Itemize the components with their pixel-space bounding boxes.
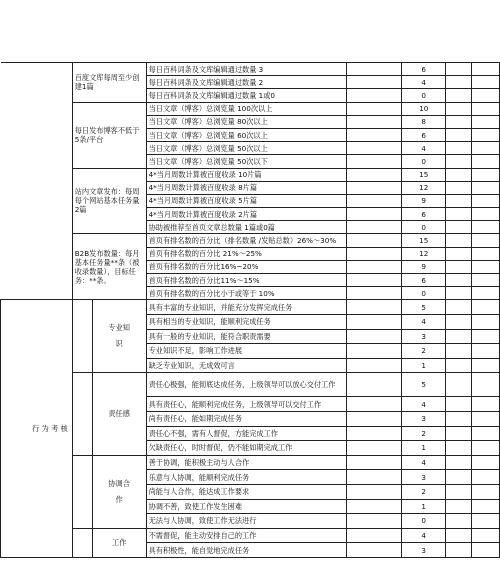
table-row xyxy=(1,455,500,470)
blank-cell xyxy=(346,455,402,470)
rating-cell xyxy=(446,344,472,359)
group-cell xyxy=(92,528,146,557)
criterion-cell: 每日百科词条及文库编辑通过数量 3 xyxy=(146,63,346,76)
blank-cell xyxy=(346,89,402,102)
blank-cell xyxy=(346,397,402,412)
score-cell: 3 xyxy=(402,411,446,426)
blank-cell xyxy=(346,499,402,514)
blank-cell xyxy=(346,426,402,441)
rating-cell xyxy=(446,499,472,514)
score-cell: 0 xyxy=(402,89,446,102)
blank-cell xyxy=(346,76,402,89)
table-row xyxy=(1,528,500,543)
rating-cell xyxy=(446,373,472,397)
blank-cell xyxy=(346,181,402,194)
blank-cell xyxy=(346,344,402,359)
rating-cell xyxy=(446,470,472,485)
category-label: B2B发布数量：每月基本任务量**条（被收录数量），目标任务：**条。 xyxy=(74,248,140,285)
rating-cell xyxy=(472,543,500,558)
rating-cell xyxy=(472,484,500,499)
rating-cell xyxy=(472,128,500,141)
section-label-cell xyxy=(1,300,73,558)
rating-cell xyxy=(472,260,500,273)
blank-cell xyxy=(346,221,402,234)
score-cell: 6 xyxy=(402,63,446,76)
group-cell xyxy=(92,373,146,455)
criterion-cell: 欠缺责任心，时时督促，仍不能如期完成工作 xyxy=(146,441,346,456)
rating-cell xyxy=(472,274,500,287)
score-cell: 6 xyxy=(402,274,446,287)
score-cell: 4 xyxy=(402,397,446,412)
criterion-cell: 当日文章（博客）总浏览量 100次以上 xyxy=(146,102,346,115)
blank-cell xyxy=(346,528,402,543)
rating-cell xyxy=(446,484,472,499)
score-cell: 0 xyxy=(402,514,446,529)
rating-cell xyxy=(472,194,500,207)
rating-cell xyxy=(446,128,472,141)
criterion-cell: 当日文章（博客）总浏览量 50次以上 xyxy=(146,142,346,155)
criterion-cell: 协调不善，致使工作发生困难 xyxy=(146,499,346,514)
blank-cell xyxy=(346,247,402,260)
rating-cell xyxy=(472,411,500,426)
criterion-cell: 每日百科词条及文库编辑通过数量 2 xyxy=(146,76,346,89)
criterion-cell: 首页有排名数的百分比小于或等于 10% xyxy=(146,287,346,300)
score-cell: 4 xyxy=(402,314,446,329)
rating-cell xyxy=(472,208,500,221)
table-row xyxy=(1,234,500,247)
rating-cell xyxy=(446,274,472,287)
rating-cell xyxy=(446,168,472,181)
table-row xyxy=(1,300,500,315)
rating-cell xyxy=(446,155,472,168)
rating-cell xyxy=(472,441,500,456)
blank-cell xyxy=(346,128,402,141)
group-cell xyxy=(92,300,146,373)
table-row xyxy=(1,102,500,115)
rating-cell xyxy=(446,76,472,89)
blank-cell xyxy=(346,300,402,315)
rating-cell xyxy=(472,397,500,412)
category-label: 每日发布博客不低于5条/平台 xyxy=(74,126,140,145)
score-cell: 4 xyxy=(402,455,446,470)
score-cell: 10 xyxy=(402,102,446,115)
criterion-cell: 具有相当的专业知识，能顺利完成任务 xyxy=(146,314,346,329)
table-row xyxy=(1,168,500,181)
rating-cell xyxy=(446,528,472,543)
rating-cell xyxy=(446,455,472,470)
rating-cell xyxy=(472,115,500,128)
blank-cell xyxy=(346,102,402,115)
blank-cell xyxy=(346,260,402,273)
blank-cell xyxy=(346,314,402,329)
score-cell: 9 xyxy=(402,260,446,273)
criterion-cell: 责任心不强，需有人督促，方能完成工作 xyxy=(146,426,346,441)
rating-cell xyxy=(446,358,472,373)
section-label: 行 为 考 核 xyxy=(32,424,68,434)
blank-cell xyxy=(346,234,402,247)
criterion-cell: 首页有排名数的百分比11%～15% xyxy=(146,274,346,287)
score-cell: 5 xyxy=(402,373,446,397)
score-cell: 12 xyxy=(402,247,446,260)
group-cell xyxy=(92,455,146,528)
score-cell: 3 xyxy=(402,470,446,485)
rating-cell xyxy=(446,397,472,412)
blank-cell xyxy=(72,300,92,373)
rating-cell xyxy=(446,234,472,247)
criterion-cell: 每日百科词条及文库编辑通过数量 1或0 xyxy=(146,89,346,102)
rating-cell xyxy=(446,514,472,529)
score-cell: 6 xyxy=(402,128,446,141)
criterion-cell: 尚有责任心，能如期完成任务 xyxy=(146,411,346,426)
rating-cell xyxy=(472,300,500,315)
score-cell: 0 xyxy=(402,155,446,168)
score-cell: 5 xyxy=(402,300,446,315)
rating-cell xyxy=(472,358,500,373)
criterion-cell: 4*当月周数计算被百度收录 5片篇 xyxy=(146,194,346,207)
blank-cell xyxy=(346,155,402,168)
score-cell: 1 xyxy=(402,499,446,514)
category-cell xyxy=(72,63,146,103)
rating-cell xyxy=(446,181,472,194)
score-cell: 9 xyxy=(402,194,446,207)
rating-cell xyxy=(446,142,472,155)
criterion-cell: 协助被推荐至首页文章总数量 1篇或0篇 xyxy=(146,221,346,234)
rating-cell xyxy=(472,426,500,441)
score-cell: 12 xyxy=(402,181,446,194)
criterion-cell: 首页有排名数的百分比 21%～25% xyxy=(146,247,346,260)
score-cell: 4 xyxy=(402,76,446,89)
rating-cell xyxy=(472,181,500,194)
blank-cell xyxy=(72,373,92,455)
criterion-cell: 首页有排名数的百分比（排名数量 /发贴总数）26%～30% xyxy=(146,234,346,247)
rating-cell xyxy=(446,287,472,300)
blank-cell xyxy=(346,358,402,373)
rating-cell xyxy=(472,234,500,247)
rating-cell xyxy=(472,329,500,344)
blank-cell xyxy=(72,528,92,557)
rating-cell xyxy=(472,76,500,89)
rating-cell xyxy=(446,543,472,558)
score-cell: 4 xyxy=(402,528,446,543)
category-label: 站内文章发布：每周每个网站基本任务量2篇 xyxy=(74,187,140,215)
criterion-cell: 乐意与人协调，能顺利完成任务 xyxy=(146,470,346,485)
group-label: 专业知识 xyxy=(108,323,130,349)
blank-cell xyxy=(346,274,402,287)
rating-cell xyxy=(446,194,472,207)
score-cell: 0 xyxy=(402,287,446,300)
blank-cell xyxy=(346,115,402,128)
group-label: 工作 xyxy=(111,537,127,547)
rating-cell xyxy=(446,411,472,426)
score-cell: 15 xyxy=(402,234,446,247)
rating-cell xyxy=(472,287,500,300)
criterion-cell: 无法与人协调，致使工作无法进行 xyxy=(146,514,346,529)
rating-cell xyxy=(472,102,500,115)
score-cell: 3 xyxy=(402,543,446,558)
criterion-cell: 4*当月周数计算被百度收录 8片篇 xyxy=(146,181,346,194)
criterion-cell: 4*当月周数计算被百度收录 10片篇 xyxy=(146,168,346,181)
criterion-cell: 善于协调，能积极主动与人合作 xyxy=(146,455,346,470)
rating-cell xyxy=(472,155,500,168)
criterion-cell: 专业知识不足，影响工作进展 xyxy=(146,344,346,359)
rating-cell xyxy=(446,329,472,344)
criterion-cell: 当日文章（博客）总浏览量 50次以下 xyxy=(146,155,346,168)
group-label: 协调合作 xyxy=(108,478,130,504)
left-margin xyxy=(1,63,73,300)
score-cell: 15 xyxy=(402,168,446,181)
rating-cell xyxy=(446,441,472,456)
evaluation-table xyxy=(0,62,500,558)
score-cell: 1 xyxy=(402,358,446,373)
blank-cell xyxy=(346,514,402,529)
blank-cell xyxy=(346,63,402,76)
blank-cell xyxy=(346,287,402,300)
rating-cell xyxy=(472,470,500,485)
table-row xyxy=(1,373,500,397)
rating-cell xyxy=(472,221,500,234)
score-cell: 2 xyxy=(402,344,446,359)
blank-cell xyxy=(346,208,402,221)
score-cell: 8 xyxy=(402,115,446,128)
score-cell: 2 xyxy=(402,426,446,441)
blank-cell xyxy=(346,194,402,207)
rating-cell xyxy=(446,300,472,315)
rating-cell xyxy=(472,89,500,102)
criterion-cell: 具有责任心，能顺利完成任务，上级领导可以交付工作 xyxy=(146,397,346,412)
blank-cell xyxy=(346,142,402,155)
blank-cell xyxy=(346,168,402,181)
rating-cell xyxy=(446,314,472,329)
rating-cell xyxy=(446,247,472,260)
group-label: 责任感 xyxy=(108,409,130,419)
rating-cell xyxy=(472,514,500,529)
rating-cell xyxy=(446,208,472,221)
criterion-cell: 责任心极强，能彻底达成任务，上级领导可以放心交付工作 xyxy=(146,373,346,397)
table-row xyxy=(1,63,500,76)
rating-cell xyxy=(446,426,472,441)
criterion-cell: 具有一般的专业知识，能符合职责需要 xyxy=(146,329,346,344)
score-cell: 3 xyxy=(402,329,446,344)
blank-cell xyxy=(346,329,402,344)
criterion-cell: 具有积极性，能自觉地完成任务 xyxy=(146,543,346,558)
criterion-cell: 具有丰富的专业知识，并能充分发挥完成任务 xyxy=(146,300,346,315)
blank-cell xyxy=(346,484,402,499)
rating-cell xyxy=(472,168,500,181)
rating-cell xyxy=(472,247,500,260)
blank-cell xyxy=(346,411,402,426)
rating-cell xyxy=(472,142,500,155)
rating-cell xyxy=(472,314,500,329)
category-cell xyxy=(72,234,146,300)
category-label: 百度文库每周至少创建1篇 xyxy=(74,73,140,92)
criterion-cell: 不需督促，能主动安排自己的工作 xyxy=(146,528,346,543)
blank-cell xyxy=(346,373,402,397)
criterion-cell: 缺乏专业知识，无成效可言 xyxy=(146,358,346,373)
criterion-cell: 首页有排名数的百分比16%~20% xyxy=(146,260,346,273)
rating-cell xyxy=(472,373,500,397)
category-cell xyxy=(72,102,146,168)
rating-cell xyxy=(472,499,500,514)
rating-cell xyxy=(446,115,472,128)
blank-cell xyxy=(346,543,402,558)
category-cell xyxy=(72,168,146,234)
rating-cell xyxy=(472,528,500,543)
criterion-cell: 当日文章（博客）总浏览量 80次以上 xyxy=(146,115,346,128)
rating-cell xyxy=(446,221,472,234)
rating-cell xyxy=(472,63,500,76)
score-cell: 6 xyxy=(402,208,446,221)
blank-cell xyxy=(346,441,402,456)
rating-cell xyxy=(472,344,500,359)
score-cell: 2 xyxy=(402,484,446,499)
rating-cell xyxy=(472,455,500,470)
criterion-cell: 尚能与人合作，能达成工作要求 xyxy=(146,484,346,499)
criterion-cell: 当日文章（博客）总浏览量 60次以上 xyxy=(146,128,346,141)
blank-cell xyxy=(346,470,402,485)
rating-cell xyxy=(446,63,472,76)
score-cell: 4 xyxy=(402,142,446,155)
score-cell: 1 xyxy=(402,441,446,456)
rating-cell xyxy=(446,260,472,273)
criterion-cell: 4*当月周数计算被百度收录 2片篇 xyxy=(146,208,346,221)
score-cell: 0 xyxy=(402,221,446,234)
blank-cell xyxy=(72,455,92,528)
rating-cell xyxy=(446,102,472,115)
rating-cell xyxy=(446,89,472,102)
